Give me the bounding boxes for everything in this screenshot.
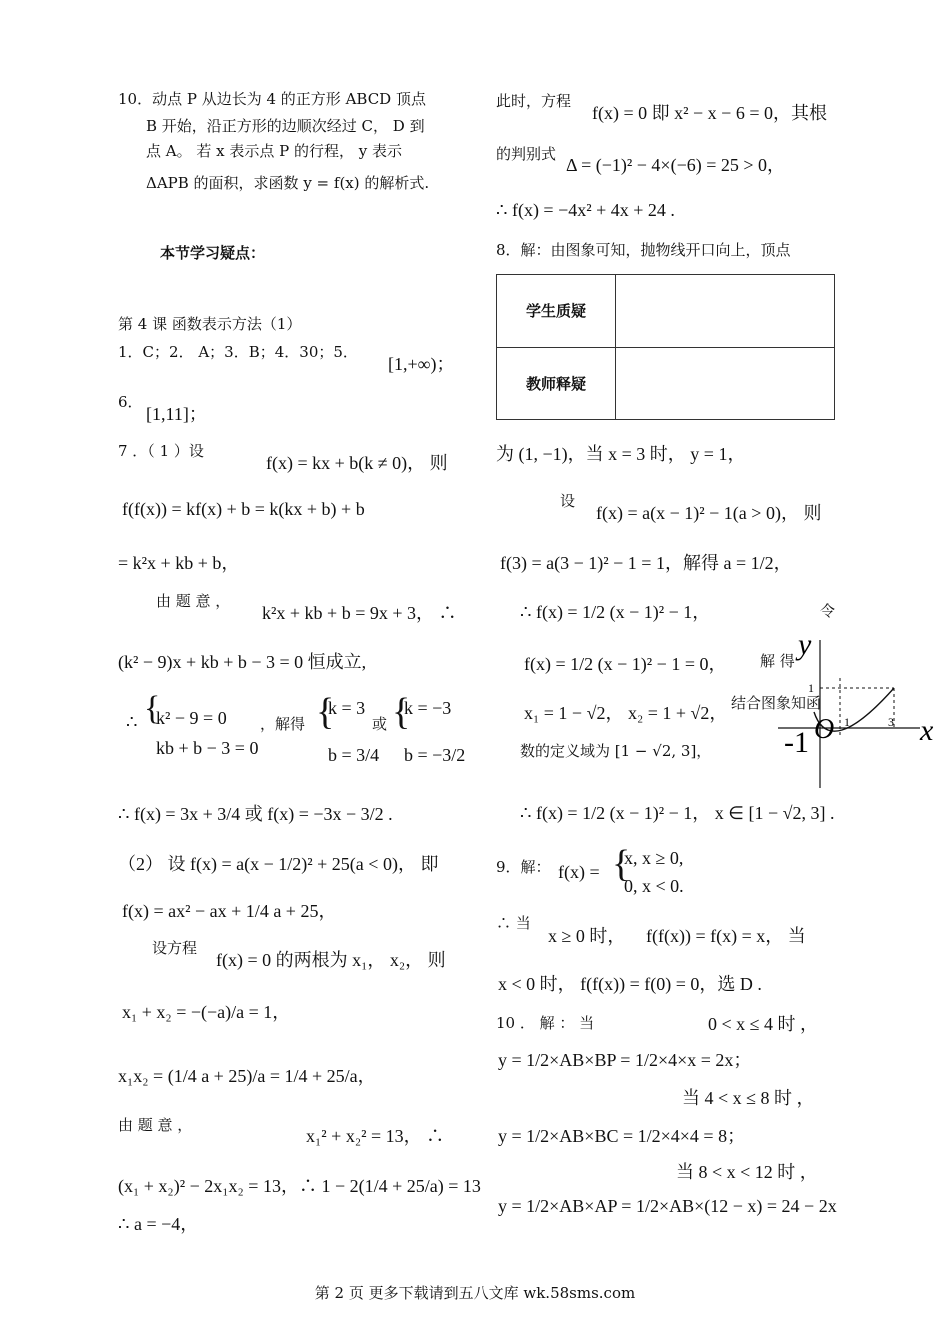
student-question-cell[interactable] bbox=[616, 275, 835, 348]
q8-line-3-label: 设 bbox=[560, 492, 576, 510]
q7-10-label: 设方程 bbox=[152, 939, 198, 957]
q8-line-2: 为 (1, −1)，当 x = 3 时， y = 1， bbox=[496, 444, 746, 464]
q7-13-expr: x₁² + x₂² = 13， ∴ bbox=[306, 1126, 445, 1146]
tick-x3: 3 bbox=[888, 715, 894, 729]
q10-ans-4: y = 1/2×AB×BC = 1/2×4×4 = 8； bbox=[498, 1126, 746, 1146]
r2-label: 的判别式 bbox=[496, 145, 557, 163]
q7-13-label: 由 题 意 ， bbox=[118, 1116, 193, 1134]
q10-ans-1b: 0 < x ≤ 4 时 ， bbox=[708, 1014, 819, 1034]
doubt-title: 本节学习疑点： bbox=[160, 244, 266, 262]
qa-table bbox=[496, 274, 835, 420]
teacher-answer-label: 教师释疑 bbox=[497, 347, 616, 420]
teacher-answer-cell[interactable] bbox=[616, 347, 835, 420]
q8-line-9: ∴ f(x) = 1/2 (x − 1)² − 1， x ∈ [1 − √2, 3] . bbox=[520, 803, 835, 823]
q9-line-2c: f(f(x)) = f(x) = x， 当 bbox=[646, 926, 806, 946]
q7-12-expr: x₁x₂ = (1/4 a + 25)/a = 1/4 + 25/a， bbox=[118, 1066, 376, 1086]
q7-6-solve: ，解得 bbox=[260, 715, 306, 733]
answer-5: [1,+∞)； bbox=[388, 354, 455, 374]
q8-line-5: ∴ f(x) = 1/2 (x − 1)² − 1， bbox=[520, 602, 711, 622]
q9-line-3: x < 0 时， f(f(x)) = f(0) = 0，选 D . bbox=[498, 974, 762, 994]
q10-line-3: 点 A。 若 x 表示点 P 的行程， y 表示 bbox=[146, 142, 403, 160]
q7-6-or: 或 bbox=[372, 715, 388, 733]
q10-ans-2: y = 1/2×AB×BP = 1/2×4×x = 2x； bbox=[498, 1050, 752, 1070]
q9-line-2b: x ≥ 0 时， bbox=[548, 926, 626, 946]
lesson-title: 第 4 课 函数表示方法（1） bbox=[118, 315, 302, 333]
brace-2: { bbox=[316, 691, 335, 733]
r3-expr: ∴ f(x) = −4x² + 4x + 24 . bbox=[496, 200, 675, 220]
q7-6-therefore: ∴ bbox=[126, 712, 138, 732]
q10-line-4: ΔAPB 的面积，求函数 y = f(x) 的解析式. bbox=[146, 174, 430, 192]
brace-1: { bbox=[144, 690, 161, 727]
q8-line-3-expr: f(x) = a(x − 1)² − 1(a > 0)， 则 bbox=[596, 503, 822, 523]
q9-fx: f(x) = bbox=[558, 862, 600, 882]
answer-6: [1,11]； bbox=[146, 404, 207, 424]
r1-expr: f(x) = 0 即 x² − x − 6 = 0，其根 bbox=[592, 103, 827, 123]
brace-3: { bbox=[392, 691, 411, 733]
q8-line-1: 8．解：由图象可知，抛物线开口向上，顶点 bbox=[496, 241, 791, 259]
q7-1-label: 7 ．（ 1 ）设 bbox=[118, 442, 204, 460]
q7-sys1-a: k² − 9 = 0 bbox=[156, 708, 227, 728]
parabola-graph bbox=[770, 620, 950, 800]
q9-sys-1: x, x ≥ 0, bbox=[624, 848, 684, 868]
answers-line: 1．C；2． A；3．B；4．30；5． bbox=[118, 343, 358, 361]
q7-sys3-a: k = −3 bbox=[404, 698, 452, 718]
q7-3-expr: = k²x + kb + b， bbox=[118, 553, 240, 573]
tick-ym1: -1 bbox=[784, 726, 809, 759]
r1-label: 此时，方程 bbox=[496, 92, 572, 110]
q7-4-label: 由 题 意 ， bbox=[156, 592, 231, 610]
q7-2-expr: f(f(x)) = kf(x) + b = k(kx + b) + b bbox=[122, 499, 365, 519]
q7-7-expr: ∴ f(x) = 3x + 3/4 或 f(x) = −3x − 3/2 . bbox=[118, 804, 393, 824]
q8-line-4: f(3) = a(3 − 1)² − 1 = 1，解得 a = 1/2， bbox=[500, 553, 792, 573]
y-axis-label: y bbox=[798, 628, 812, 661]
r2-expr: Δ = (−1)² − 4×(−6) = 25 > 0， bbox=[566, 155, 786, 175]
q7-15-expr: ∴ a = −4， bbox=[118, 1214, 199, 1234]
q8-line-6: f(x) = 1/2 (x − 1)² − 1 = 0， bbox=[524, 654, 727, 674]
q7-sys3-b: b = −3/2 bbox=[404, 745, 466, 765]
q8-line-5-let: 令 bbox=[820, 602, 836, 620]
q7-sys1-b: kb + b − 3 = 0 bbox=[156, 738, 259, 758]
q8-line-8: 数的定义域为 [1 − √2, 3]， bbox=[520, 742, 712, 760]
q10-line-2: B 开始，沿正方形的边顺次经过 C， D 到 bbox=[146, 117, 425, 135]
q8-line-7: x₁ = 1 − √2， x₂ = 1 + √2， bbox=[524, 703, 728, 723]
page-footer: 第 2 页 更多下载请到五八文库 wk.58sms.com bbox=[314, 1284, 636, 1302]
origin-label: O bbox=[814, 714, 835, 745]
q7-11-expr: x₁ + x₂ = −(−a)/a = 1， bbox=[122, 1002, 291, 1022]
q9-label: 9．解： bbox=[496, 858, 551, 876]
q7-5-expr: (k² − 9)x + kb + b − 3 = 0 恒成立, bbox=[118, 652, 367, 672]
q8-line-6-solve: 解 得 bbox=[760, 652, 795, 670]
q10-ans-1a: 10 ． 解 ： 当 bbox=[496, 1014, 595, 1032]
q7-1-expr: f(x) = kx + b(k ≠ 0)， 则 bbox=[266, 453, 448, 473]
tick-y1: 1 bbox=[808, 681, 814, 695]
q7-sys2-a: k = 3 bbox=[328, 698, 366, 718]
q7-9-expr: f(x) = ax² − ax + 1/4 a + 25， bbox=[122, 901, 337, 921]
x-axis-label: x bbox=[920, 714, 934, 747]
q9-line-2a: ∴ 当 bbox=[496, 914, 531, 932]
q7-4-expr: k²x + kb + b = 9x + 3， ∴ bbox=[262, 603, 457, 623]
q9-brace: { bbox=[612, 843, 631, 885]
answer-6-label: 6． bbox=[118, 393, 143, 411]
student-question-label: 学生质疑 bbox=[497, 275, 616, 348]
q10-ans-5: 当 8 < x < 12 时 ， bbox=[676, 1162, 818, 1182]
q7-10-expr: f(x) = 0 的两根为 x₁， x₂， 则 bbox=[216, 950, 446, 970]
q9-sys-2: 0, x < 0. bbox=[624, 876, 684, 896]
q10-ans-3: 当 4 < x ≤ 8 时 ， bbox=[682, 1088, 815, 1108]
q8-line-7-text: 结合图象知函 bbox=[731, 694, 822, 712]
q7-14-expr: (x₁ + x₂)² − 2x₁x₂ = 13，∴ 1 − 2(1/4 + 25/a) = 13 bbox=[118, 1176, 481, 1196]
tick-x1: 1 bbox=[844, 715, 850, 729]
q7-sys2-b: b = 3/4 bbox=[328, 745, 380, 765]
q10-ans-6: y = 1/2×AB×AP = 1/2×AB×(12 − x) = 24 − 2x bbox=[498, 1196, 837, 1216]
q7-8-expr: （2） 设 f(x) = a(x − 1/2)² + 25(a < 0)， 即 bbox=[118, 854, 439, 874]
q10-line-1: 10．动点 P 从边长为 4 的正方形 ABCD 顶点 bbox=[118, 90, 426, 108]
